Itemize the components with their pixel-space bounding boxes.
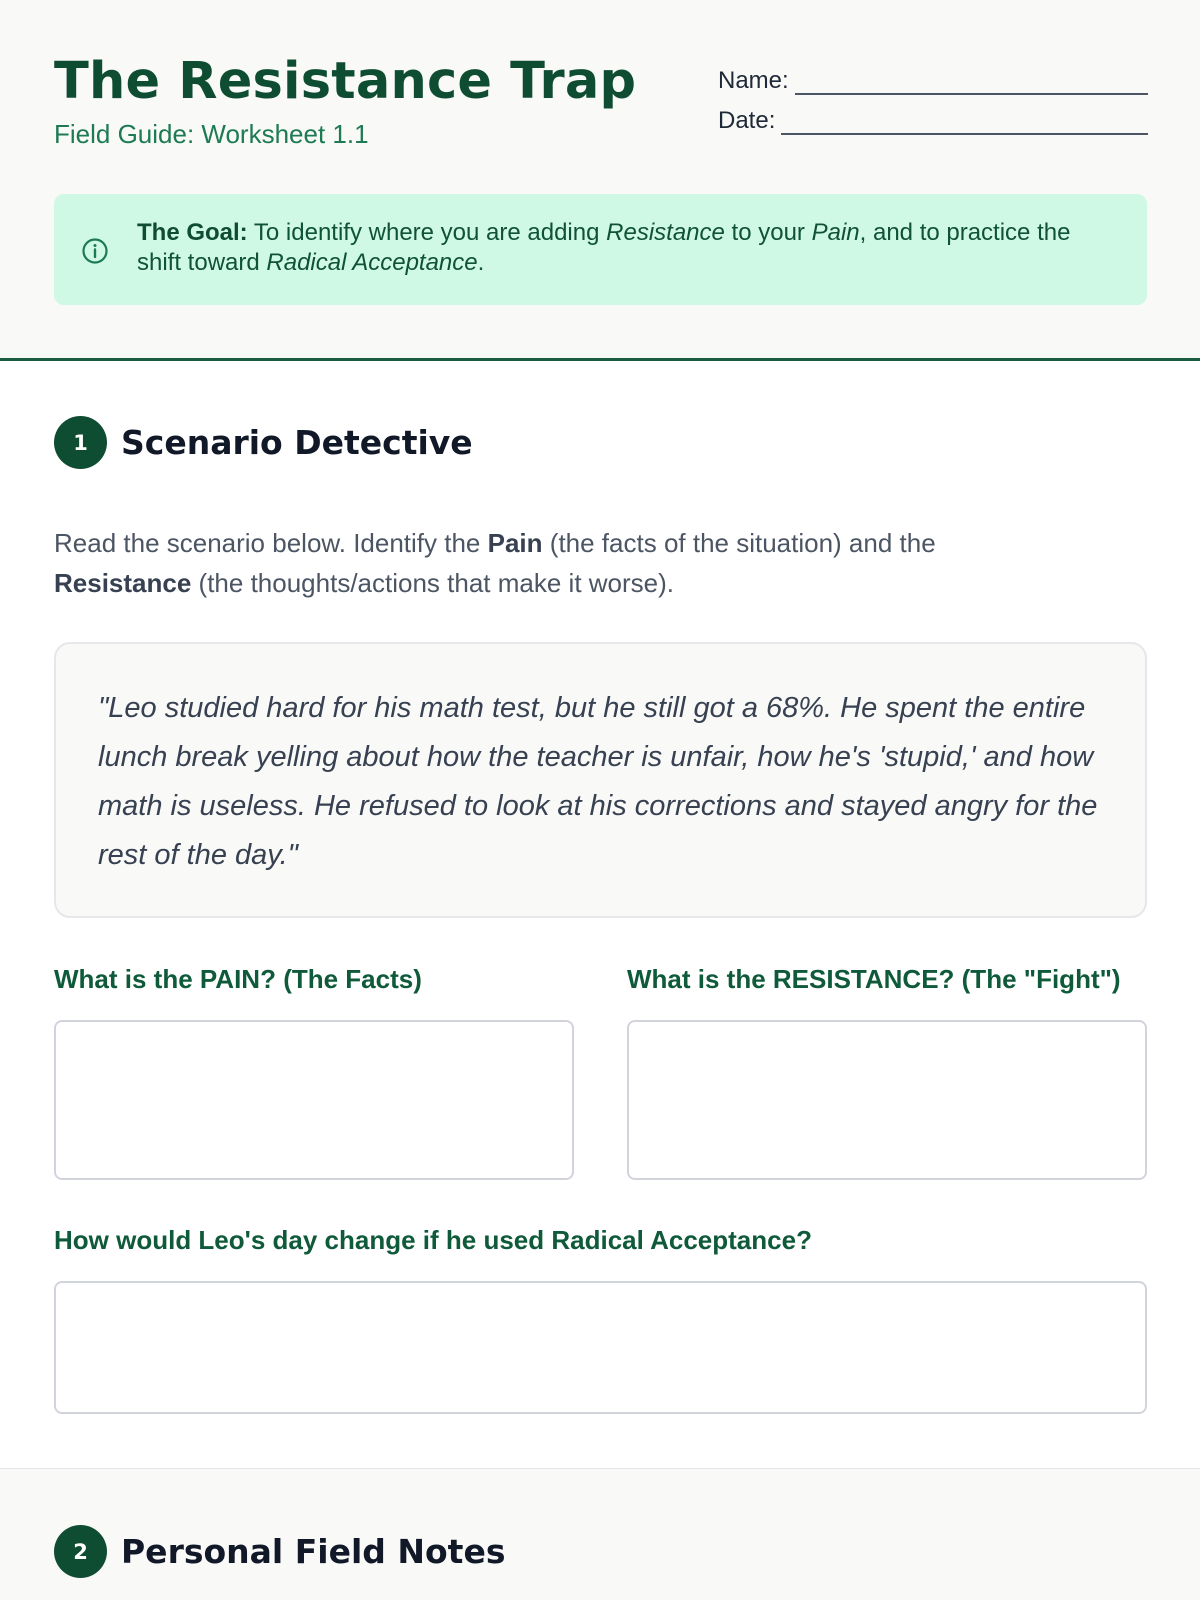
date-line[interactable] bbox=[781, 111, 1148, 135]
instructions-text-2: (the facts of the situation) and the bbox=[549, 528, 936, 558]
name-label: Name: bbox=[718, 67, 789, 94]
goal-em-pain: Pain bbox=[811, 219, 860, 246]
pain-question-label: What is the PAIN? (The Facts) bbox=[54, 964, 422, 994]
goal-text-3: , and to practice the shift toward bbox=[137, 219, 1071, 276]
name-row bbox=[718, 55, 1148, 95]
date-label: Date: bbox=[718, 107, 776, 134]
instructions-text-3: (the thoughts/actions that make it worse). bbox=[198, 568, 674, 598]
date-row bbox=[718, 95, 1148, 135]
section-personal-field-notes bbox=[0, 1468, 1200, 1600]
info-circle-icon bbox=[82, 238, 108, 264]
goal-callout bbox=[54, 194, 1147, 305]
scenario-text: "Leo studied hard for his math test, but he still got a 68%. He spent the entire lunch break yelling about how the teacher is unfair, how he's 'stupid,' and how math is useless. He refused to look at his corrections and stayed angry for the rest of the day." bbox=[98, 692, 1098, 871]
worksheet-header bbox=[0, 0, 1200, 361]
change-answer-box[interactable] bbox=[54, 1281, 1147, 1414]
instructions bbox=[54, 523, 1104, 603]
instructions-text-1: Read the scenario below. Identify the bbox=[54, 528, 481, 558]
section-heading: Scenario Detective bbox=[121, 423, 473, 462]
section-number-badge: 1 bbox=[54, 416, 107, 469]
goal-text-2: to your bbox=[731, 219, 805, 246]
goal-text bbox=[137, 218, 1107, 278]
name-date-block bbox=[718, 55, 1148, 135]
goal-em-resistance: Resistance bbox=[606, 219, 725, 246]
pain-answer-box[interactable] bbox=[54, 1020, 574, 1180]
resistance-answer-box[interactable] bbox=[627, 1020, 1147, 1180]
section-scenario-detective bbox=[0, 361, 1200, 1468]
goal-em-radical: Radical Acceptance bbox=[266, 249, 478, 276]
section-1-title bbox=[54, 416, 473, 469]
instructions-pain: Pain bbox=[487, 528, 543, 558]
instructions-resistance: Resistance bbox=[54, 568, 192, 598]
section-number-badge: 2 bbox=[54, 1525, 107, 1578]
scenario-card bbox=[54, 642, 1147, 918]
section-2-title bbox=[54, 1525, 505, 1578]
goal-lead: The Goal: bbox=[137, 219, 248, 246]
goal-text-1: To identify where you are adding bbox=[253, 219, 600, 246]
section-heading: Personal Field Notes bbox=[121, 1532, 506, 1571]
page-subtitle: Field Guide: Worksheet 1.1 bbox=[54, 119, 369, 149]
change-question-label: How would Leo's day change if he used Radical Acceptance? bbox=[54, 1225, 812, 1255]
goal-text-4: . bbox=[477, 249, 485, 276]
resistance-question-label: What is the RESISTANCE? (The "Fight") bbox=[627, 964, 1121, 994]
name-line[interactable] bbox=[795, 71, 1148, 95]
page-title: The Resistance Trap bbox=[54, 52, 637, 111]
